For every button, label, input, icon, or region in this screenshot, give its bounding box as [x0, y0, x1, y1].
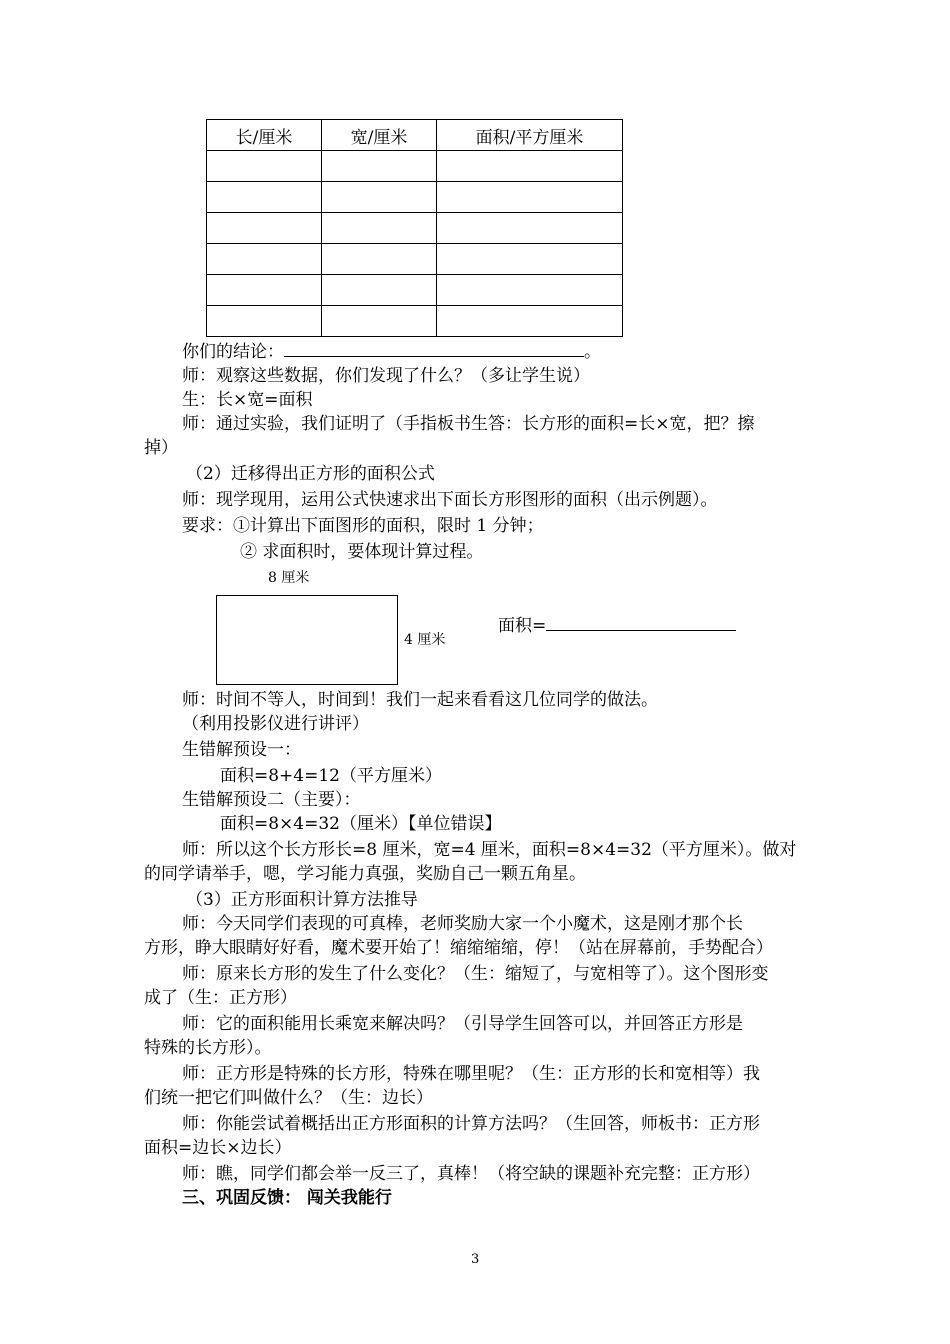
conclusion-end: 。	[584, 342, 601, 362]
table-cell	[437, 182, 623, 213]
text-line: 的同学请举手，嗯，学习能力真强，奖励自己一颗五角星。	[144, 864, 586, 884]
text-line: 方形，睁大眼睛好好看，魔术要开始了！缩缩缩缩，停！（站在屏幕前，手势配合）	[144, 938, 773, 958]
table-cell	[322, 306, 437, 337]
table-cell	[207, 151, 322, 182]
section-title: 三、巩固反馈： 闯关我能行	[182, 1188, 392, 1208]
table-cell	[207, 244, 322, 275]
figure-side-label: 4 厘米	[404, 632, 446, 648]
text-line: 师：原来长方形的发生了什么变化？（生：缩短了，与宽相等了）。这个图形变	[182, 964, 769, 984]
table-cell	[207, 182, 322, 213]
text-line: 师：你能尝试着概括出正方形面积的计算方法吗？（生回答，师板书：正方形	[182, 1114, 760, 1134]
table-header-length: 长/厘米	[207, 120, 322, 151]
text-line: 师：观察这些数据，你们发现了什么？（多让学生说）	[182, 366, 590, 386]
table-cell	[437, 306, 623, 337]
text-line: 特殊的长方形）。	[144, 1038, 272, 1058]
rectangle-figure	[216, 595, 398, 685]
text-line: 师：现学现用，运用公式快速求出下面长方形图形的面积（出示例题）。	[182, 490, 718, 510]
text-line: 要求：①计算出下面图形的面积，限时 1 分钟；	[182, 516, 544, 536]
table-cell	[207, 306, 322, 337]
text-line: 师：所以这个长方形长=8 厘米，宽=4 厘米，面积=8×4=32（平方厘米）。做对	[182, 840, 797, 860]
section-heading: （3）正方形面积计算方法推导	[186, 890, 418, 910]
conclusion-line	[182, 338, 601, 364]
table-row	[207, 244, 623, 275]
measurement-table	[206, 119, 623, 337]
text-line: 师：时间不等人，时间到！我们一起来看看这几位同学的做法。	[182, 690, 658, 710]
conclusion-blank	[284, 338, 584, 357]
table-cell	[437, 275, 623, 306]
text-line: 师：正方形是特殊的长方形，特殊在哪里呢？（生：正方形的长和宽相等）我	[182, 1064, 760, 1084]
area-label: 面积=	[498, 616, 547, 636]
text-line: 掉）	[144, 438, 178, 458]
text-line: （利用投影仪进行讲评）	[182, 714, 369, 734]
text-line: 师：它的面积能用长乘宽来解决吗？（引导学生回答可以，并回答正方形是	[182, 1014, 743, 1034]
text-line: 师：通过实验，我们证明了（手指板书生答：长方形的面积=长×宽，把？擦	[182, 414, 755, 434]
table-cell	[437, 151, 623, 182]
table-cell	[437, 213, 623, 244]
text-line: 生错解预设一：	[182, 740, 301, 760]
text-line: 师：今天同学们表现的可真棒，老师奖励大家一个小魔术，这是刚才那个长	[182, 914, 743, 934]
table-row	[207, 151, 623, 182]
table-header-area: 面积/平方厘米	[437, 120, 623, 151]
area-blank	[546, 612, 736, 631]
table-row	[207, 213, 623, 244]
figure-top-label: 8 厘米	[268, 570, 310, 586]
text-line: 生错解预设二（主要）：	[182, 790, 361, 810]
table-cell	[207, 213, 322, 244]
text-line: 生：长×宽=面积	[182, 390, 313, 410]
page-number: 3	[471, 1252, 480, 1267]
text-line: 们统一把它们叫做什么？（生：边长）	[144, 1088, 433, 1108]
text-line: 成了（生：正方形）	[144, 988, 297, 1008]
text-line: 面积=边长×边长）	[144, 1138, 292, 1158]
section-heading: （2）迁移得出正方形的面积公式	[186, 464, 435, 484]
text-line: 师：瞧，同学们都会举一反三了，真棒！（将空缺的课题补充完整：正方形）	[182, 1164, 760, 1184]
table-cell	[322, 151, 437, 182]
table-cell	[437, 244, 623, 275]
table-header-row	[207, 120, 623, 151]
area-answer-line	[498, 612, 736, 638]
table-row	[207, 182, 623, 213]
text-line: ② 求面积时，要体现计算过程。	[240, 542, 484, 562]
text-line: 面积=8+4=12（平方厘米）	[220, 766, 442, 786]
table-row	[207, 306, 623, 337]
table-cell	[207, 275, 322, 306]
table-row	[207, 275, 623, 306]
conclusion-label: 你们的结论：	[182, 342, 284, 362]
text-line: 面积=8×4=32（厘米）【单位错误】	[220, 814, 502, 834]
table-cell	[322, 182, 437, 213]
table-cell	[322, 275, 437, 306]
table-cell	[322, 244, 437, 275]
table-cell	[322, 213, 437, 244]
table-header-width: 宽/厘米	[322, 120, 437, 151]
